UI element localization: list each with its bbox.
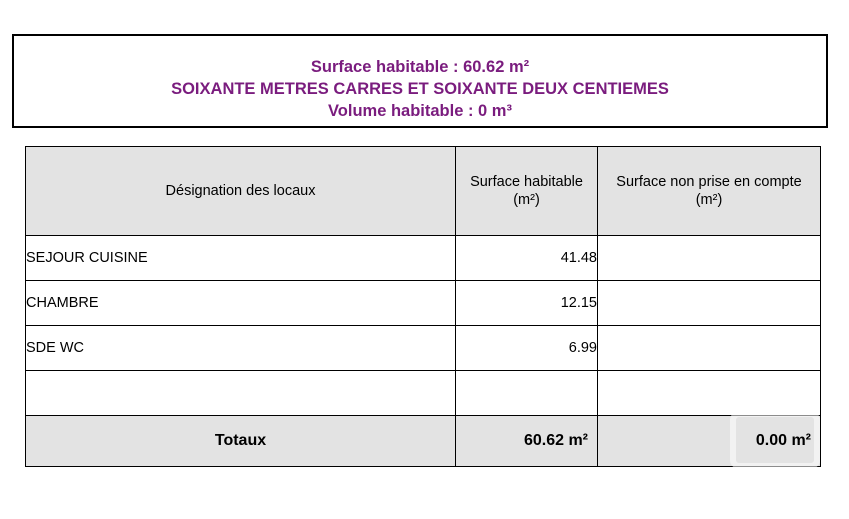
totals-label: Totaux [26, 416, 456, 467]
surfaces-table [25, 146, 821, 467]
room-name [26, 371, 456, 416]
column-header-designation: Désignation des locaux [26, 147, 456, 236]
room-non-counted [598, 236, 821, 281]
room-surface: 6.99 [456, 326, 598, 371]
room-name: SDE WC [26, 326, 456, 371]
room-non-counted [598, 371, 821, 416]
room-surface: 41.48 [456, 236, 598, 281]
room-surface [456, 371, 598, 416]
room-non-counted [598, 281, 821, 326]
totals-row [26, 416, 821, 467]
table-row [26, 281, 821, 326]
room-name: SEJOUR CUISINE [26, 236, 456, 281]
surface-in-words-line: SOIXANTE METRES CARRES ET SOIXANTE DEUX CENTIEMES [171, 80, 669, 98]
surface-habitable-line: Surface habitable : 60.62 m² [310, 58, 530, 76]
volume-habitable-line: Volume habitable : 0 m³ [328, 102, 512, 120]
column-header-surface-habitable: Surface habitable (m²) [456, 147, 598, 236]
table-header-row [26, 147, 821, 236]
totals-non-counted: 0.00 m² [598, 416, 821, 467]
summary-box [12, 34, 828, 128]
room-surface: 12.15 [456, 281, 598, 326]
table-row [26, 371, 821, 416]
totals-surface: 60.62 m² [456, 416, 598, 467]
room-name: CHAMBRE [26, 281, 456, 326]
table-row [26, 326, 821, 371]
column-header-surface-non-prise: Surface non prise en compte (m²) [598, 147, 821, 236]
room-non-counted [598, 326, 821, 371]
table-row [26, 236, 821, 281]
